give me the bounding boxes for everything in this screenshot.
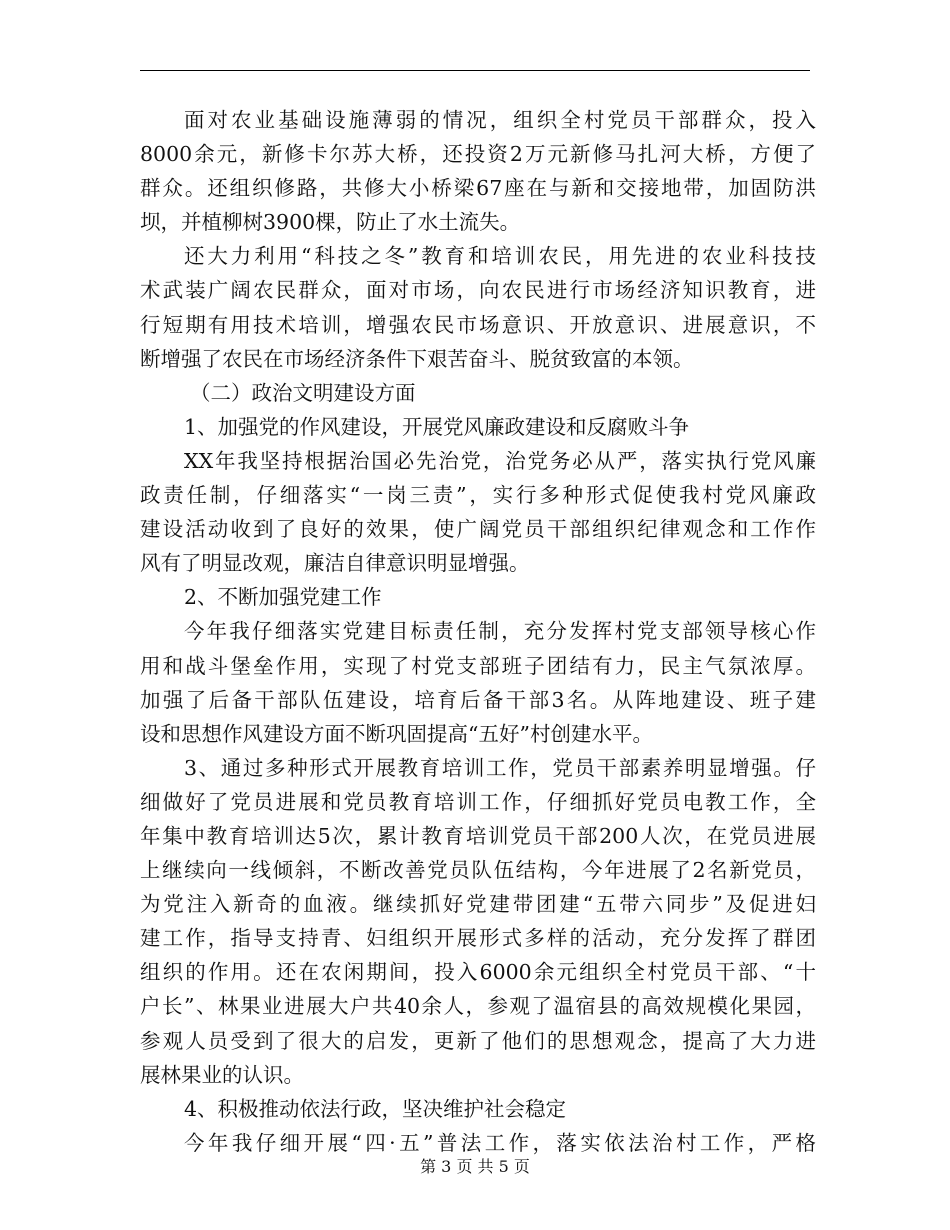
text-line: 风有了明显改观，廉洁自律意识明显增强。 xyxy=(140,551,530,576)
text-line: 组织的作用。还在农闲期间，投入6000余元组织全村党员干部、“十 xyxy=(140,960,816,985)
page-number-footer: 第 3 页 共 5 页 xyxy=(420,1157,530,1176)
subsection-heading: 2、不断加强党建工作 xyxy=(184,585,382,610)
header-rule xyxy=(140,70,810,71)
text-line: 为党注入新奇的血液。继续抓好党建带团建“五带六同步”及促进妇 xyxy=(140,892,816,917)
subsection-heading: 1、加强党的作风建设，开展党风廉政建设和反腐败斗争 xyxy=(184,414,690,439)
text-line: 3、通过多种形式开展教育培训工作，党员干部素养明显增强。仔 xyxy=(184,755,816,780)
text-line: 面对农业基础设施薄弱的情况，组织全村党员干部群众，投入 xyxy=(184,108,816,132)
text-line: 建设活动收到了良好的效果，使广阔党员干部组织纪律观念和工作作 xyxy=(140,517,816,542)
text-line: 展林果业的认识。 xyxy=(140,1062,304,1087)
text-line: 还大力利用“科技之冬”教育和培训农民，用先进的农业科技技 xyxy=(184,244,816,269)
text-line: 用和战斗堡垒作用，实现了村党支部班子团结有力，民主气氛浓厚。 xyxy=(140,653,816,678)
text-line: 今年我仔细开展“四·五”普法工作，落实依法治村工作，严格 xyxy=(184,1130,816,1155)
section-heading: （二）政治文明建设方面 xyxy=(190,380,416,405)
text-line: 参观人员受到了很大的启发，更新了他们的思想观念，提高了大力进 xyxy=(140,1028,816,1053)
subsection-heading: 4、积极推动依法行政，坚决维护社会稳定 xyxy=(184,1096,567,1121)
text-line: 断增强了农民在市场经济条件下艰苦奋斗、脱贫致富的本领。 xyxy=(140,346,694,371)
text-line: 坝，并植柳树3900棵，防止了水土流失。 xyxy=(140,210,521,235)
text-line: 加强了后备干部队伍建设，培育后备干部3名。从阵地建设、班子建 xyxy=(140,687,816,712)
text-line: 细做好了党员进展和党员教育培训工作，仔细抓好党员电教工作，全 xyxy=(140,789,816,814)
text-line: XX年我坚持根据治国必先治党，治党务必从严，落实执行党风廉 xyxy=(184,448,816,473)
text-line: 设和思想作风建设方面不断巩固提高“五好”村创建水平。 xyxy=(140,721,653,746)
text-line: 今年我仔细落实党建目标责任制，充分发挥村党支部领导核心作 xyxy=(184,619,816,644)
text-line: 行短期有用技术培训，增强农民市场意识、开放意识、进展意识，不 xyxy=(140,312,816,337)
text-line: 政责任制，仔细落实“一岗三责”，实行多种形式促使我村党风廉政 xyxy=(140,483,816,508)
text-line: 年集中教育培训达5次，累计教育培训党员干部200人次，在党员进展 xyxy=(140,823,816,848)
text-line: 建工作，指导支持青、妇组织开展形式多样的活动，充分发挥了群团 xyxy=(140,926,816,951)
text-line: 群众。还组织修路，共修大小桥梁67座在与新和交接地带，加固防洪 xyxy=(140,176,816,201)
text-line: 术武装广阔农民群众，面对市场，向农民进行市场经济知识教育，进 xyxy=(140,278,816,303)
text-line: 8000余元，新修卡尔苏大桥，还投资2万元新修马扎河大桥，方便了 xyxy=(140,142,816,167)
text-line: 户长”、林果业进展大户共40余人，参观了温宿县的高效规模化果园， xyxy=(140,994,816,1019)
document-body xyxy=(140,103,816,1160)
text-line: 上继续向一线倾斜，不断改善党员队伍结构，今年进展了2名新党员， xyxy=(140,858,816,883)
